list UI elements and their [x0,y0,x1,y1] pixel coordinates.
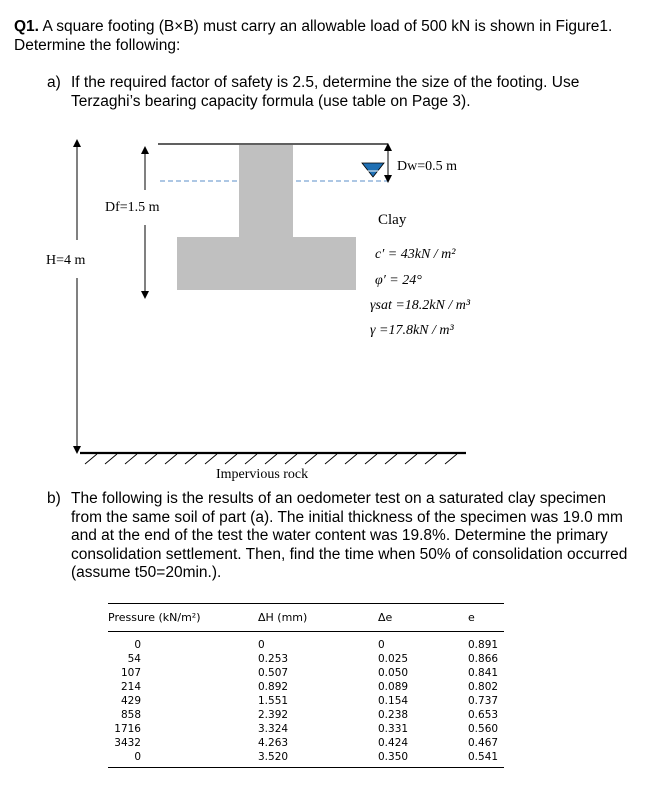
cell-pressure [108,680,258,694]
cell-delta-h: 0.892 [258,681,289,693]
h-label: H=4 m [46,253,86,268]
table-row [108,652,504,666]
pressure-value: 3432 [114,737,141,749]
part-a-line-2: Terzaghi’s bearing capacity formula (use table on Page 3). [71,92,471,110]
pressure-value: 54 [127,653,141,665]
cell-delta-e: 0.089 [378,681,409,693]
cell-delta-e: 0.424 [378,737,409,749]
cell-pressure [108,708,258,722]
cell-delta-h: 0.507 [258,667,289,679]
table-row [108,750,504,768]
cell-delta-h: 1.551 [258,695,289,707]
table-row [108,666,504,680]
water-table-triangle-icon [362,163,384,177]
cell-delta-e: 0.025 [378,653,409,665]
header-delta-h: ΔH (mm) [258,604,378,632]
part-b-label: b) [47,490,61,507]
part-a-label: a) [47,74,61,91]
cell-e: 0.467 [468,737,499,749]
pressure-value: 858 [120,709,141,721]
header-pressure: Pressure (kN/m²) [108,604,258,632]
pressure-value: 429 [120,695,141,707]
question-line-2: Determine the following: [14,37,181,54]
cell-pressure [108,632,258,653]
cell-delta-e: 0.154 [378,695,409,707]
df-label: Df=1.5 m [105,200,160,215]
part-b-line-5: (assume t50=20min.). [71,564,222,581]
cell-e: 0.541 [468,750,504,768]
cell-e: 0.737 [468,695,499,707]
gamma-sat-label: γsat =18.2kN / m³ [370,298,471,313]
part-b-line-2: from the same soil of part (a). The initial thickness of the specimen was 19.0 mm [71,508,623,526]
cell-delta-e: 0.050 [378,667,409,679]
cell-delta-h: 2.392 [258,709,289,721]
rock-label: Impervious rock [216,467,309,482]
rock-hatching [85,454,457,464]
table-row [108,708,504,722]
cell-e: 0.866 [468,653,499,665]
part-b-line-3: and at the end of the test the water content was 19.8%. Determine the primary [71,527,608,544]
cell-delta-h: 4.263 [258,737,289,749]
table-row [108,722,504,736]
cell-delta-e: 0.350 [378,750,468,768]
question-number: Q1. [14,18,39,35]
footing-base [177,237,356,290]
gamma-label: γ =17.8kN / m³ [370,323,454,338]
table-body [108,632,504,768]
cell-e: 0.802 [468,681,499,693]
cell-e: 0.891 [468,639,499,651]
footing-column [239,145,293,237]
cohesion-label: c′ = 43kN / m² [375,247,456,262]
cell-pressure [108,666,258,680]
part-a-line-1: If the required factor of safety is 2.5, determine the size of the footing. Use [71,74,580,91]
cell-pressure [108,722,258,736]
oedometer-table [108,603,504,768]
cell-delta-h: 0.253 [258,653,289,665]
table-row [108,632,504,653]
pressure-value: 214 [120,681,141,693]
pressure-value: 1716 [114,723,141,735]
cell-pressure [108,750,258,768]
table-row [108,694,504,708]
header-e: e [468,604,504,632]
dw-label: Dw=0.5 m [397,159,458,174]
cell-pressure [108,736,258,750]
cell-pressure [108,652,258,666]
cell-pressure [108,694,258,708]
part-b-line-4: consolidation settlement. Then, find the time when 50% of consolidation occurred [71,545,628,563]
oedometer-table-wrap [108,603,504,768]
cell-delta-e: 0.238 [378,709,409,721]
cell-e: 0.560 [468,723,499,735]
table-header-row [108,604,504,632]
friction-angle-label: φ′ = 24° [375,273,422,288]
cell-delta-h: 3.520 [258,750,378,768]
table-row [108,680,504,694]
table-row [108,736,504,750]
cell-delta-e: 0.331 [378,723,409,735]
pressure-value: 107 [120,667,141,679]
cell-delta-h: 0 [258,639,265,651]
question-line-1: A square footing (B×B) must carry an allowable load of 500 kN is shown in Figure1. [42,18,613,35]
cell-delta-h: 3.324 [258,723,289,735]
pressure-value: 0 [134,751,141,763]
soil-label: Clay [378,212,407,228]
pressure-value: 0 [134,639,141,651]
cell-e: 0.841 [468,667,499,679]
part-b-line-1: The following is the results of an oedometer test on a saturated clay specimen [71,490,607,507]
cell-e: 0.653 [468,709,499,721]
cell-delta-e: 0 [378,639,385,651]
header-delta-e: Δe [378,604,468,632]
